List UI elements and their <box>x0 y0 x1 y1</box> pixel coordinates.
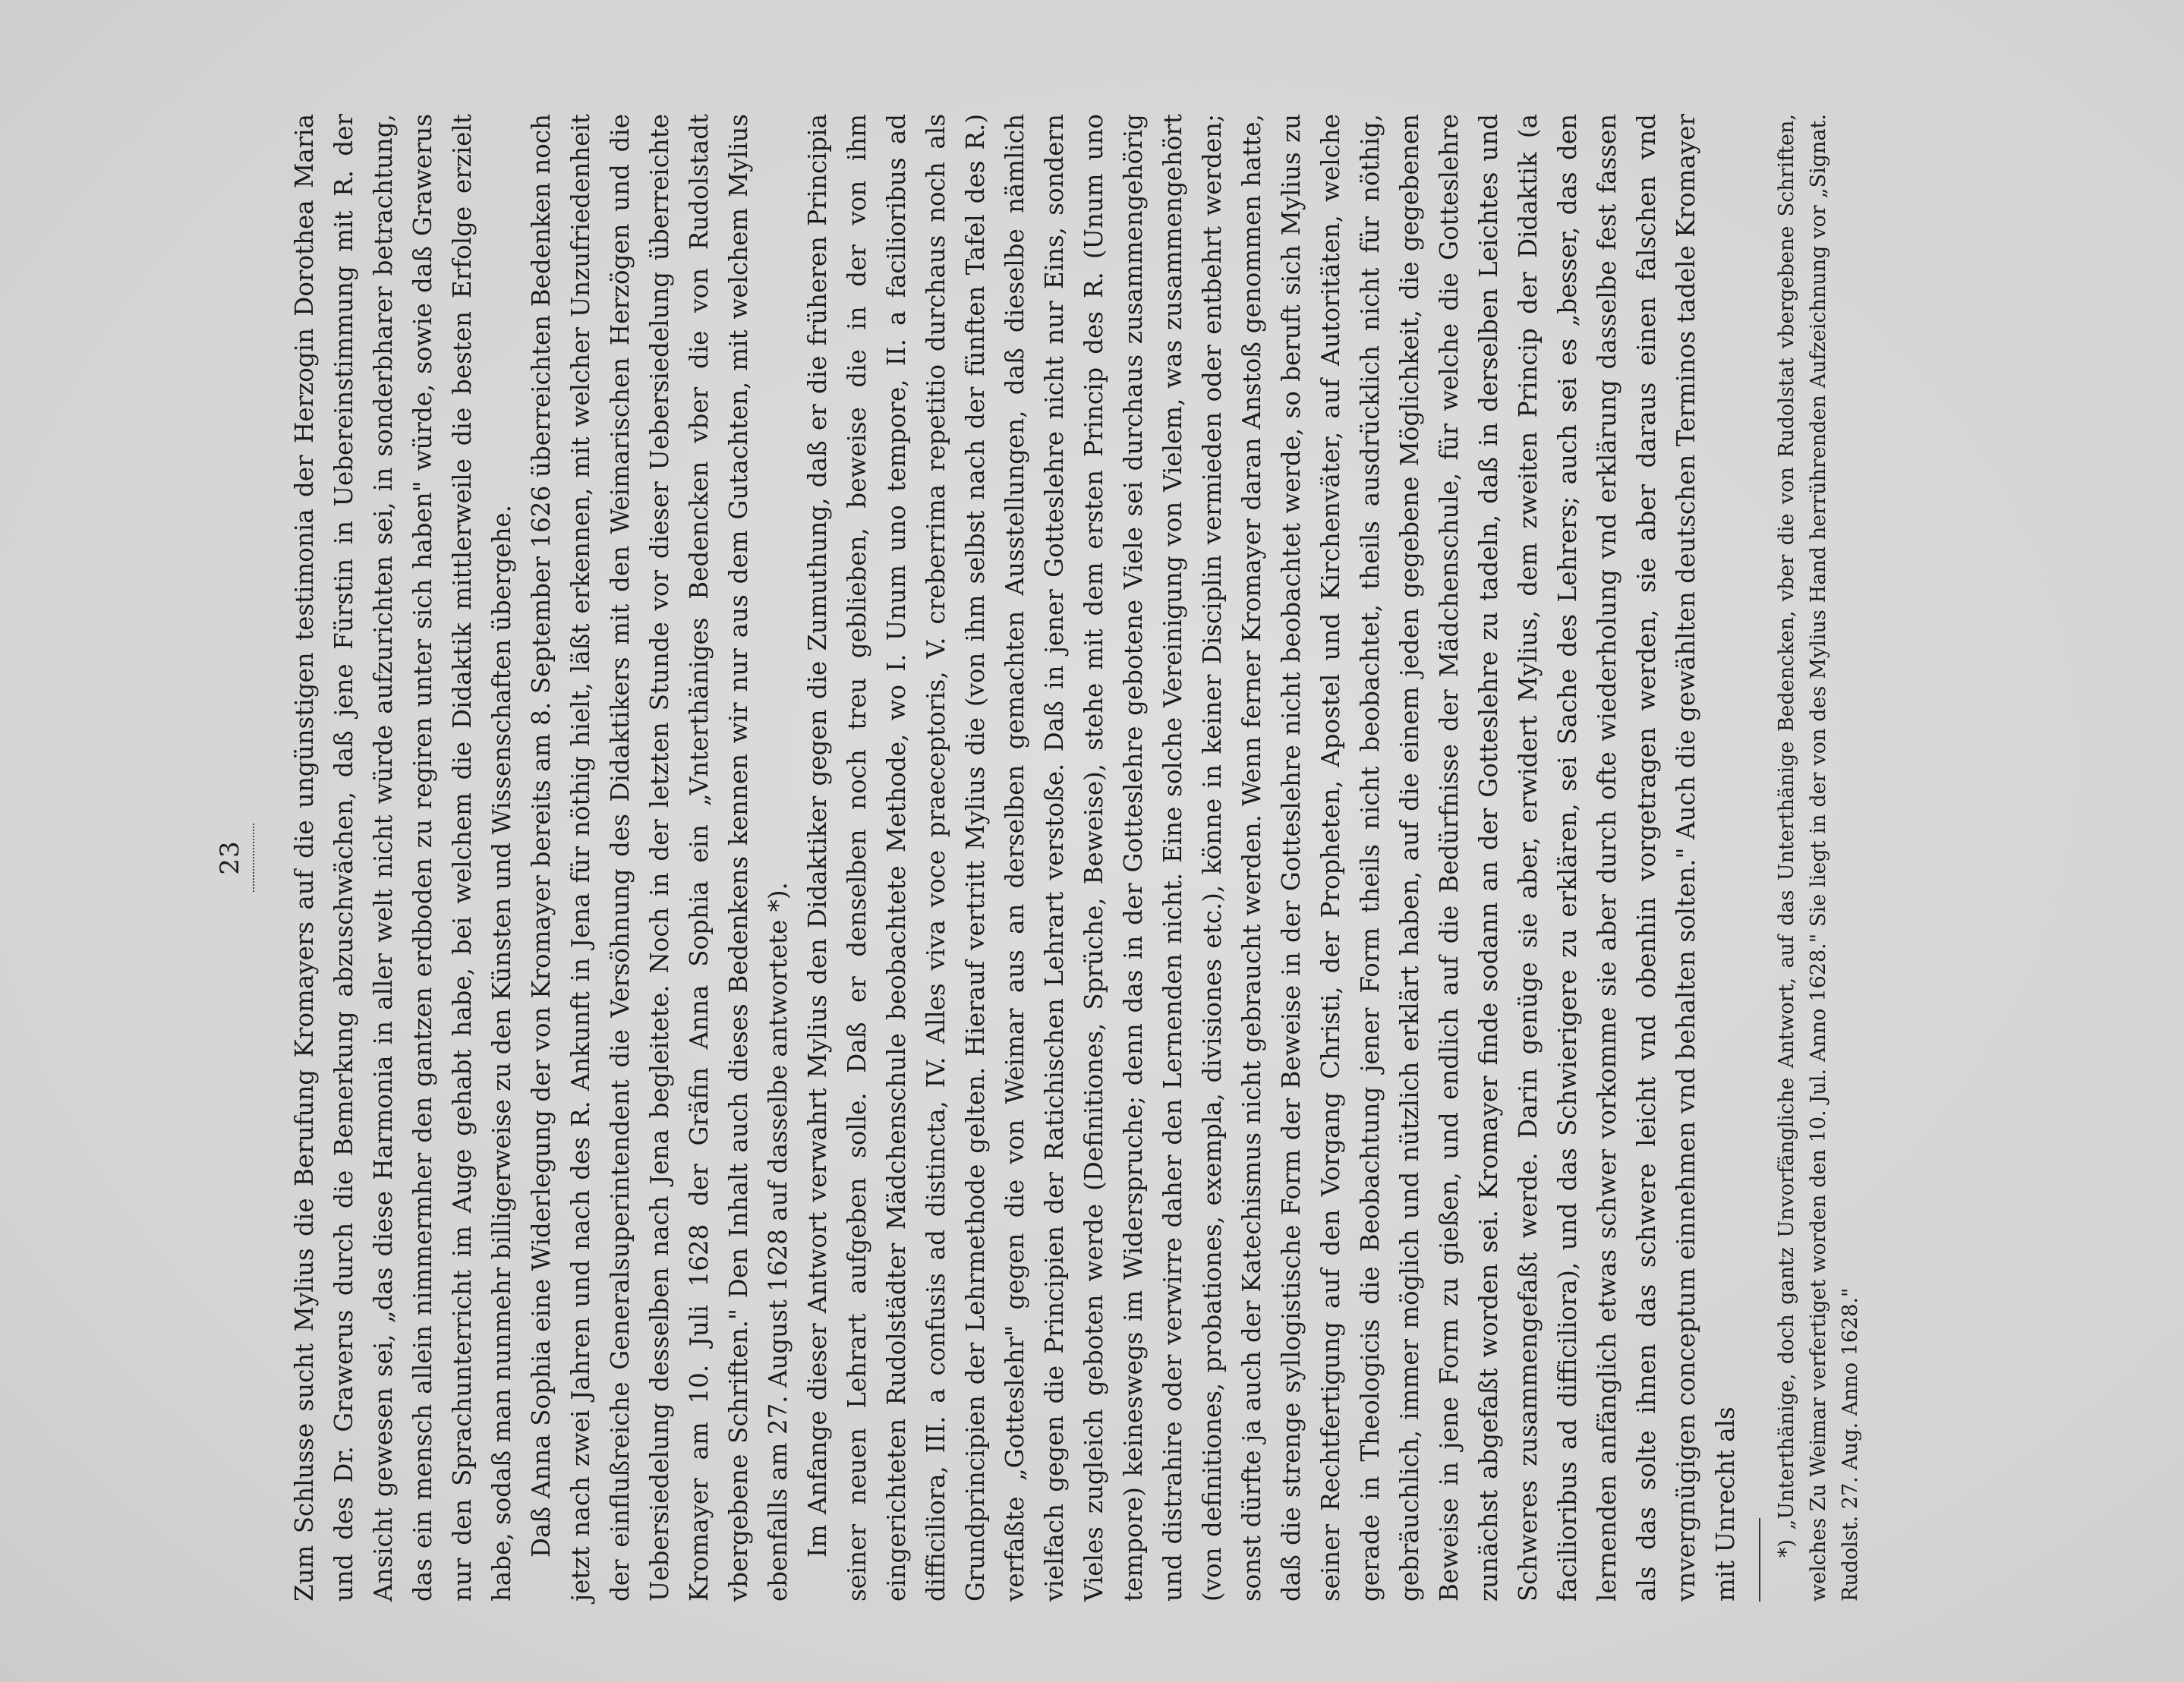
rotated-document-page <box>215 114 1862 1602</box>
footnote-rule <box>1759 1518 1760 1602</box>
paragraph-2: Daß Anna Sophia eine Widerlegung der von Kromayer bereits am 8. September 1626 überreichten Bedenken noch jetzt nach zwei Jahren und nach des R. Ankunft in Jena für nöthig hielt, läßt erkennen, mit welcher Unzufriedenheit der einflußreiche Generalsuperintendent die Versöhnung des Didaktikers mit den Weimarischen Herzögen und die Uebersiedelung desselben nach Jena begleitete. Noch in der letzten Stunde vor dieser Uebersiedelung überreichte Kromayer am 10. Juli 1628 der Gräfin Anna Sophia ein „Vnterthäniges Bedencken vber die von Rudolstadt vbergebene Schriften." Den Inhalt auch dieses Bedenkens kennen wir nur aus dem Gutachten, mit welchem Mylius ebenfalls am 27. August 1628 auf dasselbe antwortete *). <box>527 114 793 1602</box>
page-number-ornament <box>247 824 254 892</box>
paragraph-3: Im Anfange dieser Antwort verwahrt Mylius den Didaktiker gegen die Zumuthung, daß er die früheren Principia seiner neuen Lehrart aufgeben solle. Daß er denselben noch treu geblieben, beweise die in der von ihm eingerichteten Rudolstädter Mädchenschule beobachtete Methode, wo I. Unum uno tempore, II. a facilioribus ad difficiliora, III. a confusis ad distincta, IV. Alles viva voce praeceptoris, V. creberrima repetitio durchaus noch als Grundprincipien der Lehrmethode gelten. Hierauf vertritt Mylius die (von ihm selbst nach der fünften Tafel des R.) verfaßte „Gotteslehr" gegen die von Weimar aus an derselben gemachten Ausstellungen, daß dieselbe nämlich vielfach gegen die Principien der Ratichischen Lehrart verstoße. Daß in jener Gotteslehre nicht nur Eins, sondern Vieles zugleich geboten werde (Definitiones, Sprüche, Beweise), stehe mit dem ersten Princip des R. (Unum uno tempore) keineswegs im Widerspruche; denn das in der Gotteslehre gebotene Viele sei durchaus zusammengehörig und distrahire oder verwirre daher den Lernenden nicht. Eine solche Vereinigung von Vielem, was zusammengehört (von definitiones, probationes, exempla, divisiones etc.), könne in keiner Disciplin vermieden oder entbehrt werden; sonst dürfte ja auch der Katechismus nicht gebraucht werden. Wenn ferner Kromayer daran Anstoß genommen hatte, daß die strenge syllogistische Form der Beweise in der Gotteslehre nicht beobachtet werde, so beruft sich Mylius zu seiner Rechtfertigung auf den Vorgang Christi, der Propheten, Apostel und Kirchenväter, auf Autoritäten, welche gerade in Theologicis die Beobachtung jener Form theils nicht beobachtet, theils ausdrücklich nicht für nöthig, gebräuchlich, immer möglich und nützlich erklärt haben, auf die einem jeden gegebene Möglichkeit, die gegebenen Beweise in jene Form zu gießen, und endlich auf die Bedürfnisse der Mädchenschule, für welche die Gotteslehre zunächst abgefaßt worden sei. Kromayer finde sodann an der Gotteslehre zu tadeln, daß in derselben Leichtes und Schweres zusammengefaßt werde. Darin genüge sie aber, erwidert Mylius, dem zweiten Princip der Didaktik (a facilioribus ad difficiliora), und das Schwierigere zu erklären, sei Sache des Lehrers; auch sei es „besser, das den lernenden anfänglich etwas schwer vorkomme sie aber durch ofte wiederholung vnd erklärung dasselbe fest fassen als das solte ihnen das schwere leicht vnd obenhin vorgetragen werden, sie aber daraus einen falschen vnd vnvergnügigen conceptum einnehmen vnd behalten solten." Auch die gewählten deutschen Terminos tadele Kromayer mit Unrecht als <box>803 114 1740 1602</box>
footnote: *) „Unterthänige, doch gantz Unvorfängliche Antwort, auf das Unterthänige Bedencken, vber die von Rudolstat vbergebene Schriften, welches Zu Weimar verfertiget worden den 10. Jul. Anno 1628." Sie liegt in der von des Mylius Hand herrührenden Aufzeichnung vor „Signat. Rudolst. 27. Aug. Anno 1628." <box>1775 114 1862 1602</box>
paragraph-1: Zum Schlusse sucht Mylius die Berufung Kromayers auf die ungünstigen testimonia der Herzogin Dorothea Maria und des Dr. Grawerus durch die Bemerkung abzuschwächen, daß jene Fürstin in Uebereinstimmung mit R. der Ansicht gewesen sei, „das diese Harmonia in aller welt nicht würde aufzurichten sei, in sonderbharer betrachtung, das ein mensch allein nimmermher den gantzen erdboden zu regiren unter sich haben" würde, sowie daß Grawerus nur den Sprachunterricht im Auge gehabt habe, bei welchem die Didaktik mittlerweile die besten Erfolge erzielt habe, sodaß man nunmehr billigerweise zu den Künsten und Wissenschaften übergehe. <box>290 114 516 1602</box>
page-number: 23 <box>215 840 245 875</box>
document-body <box>285 114 1745 1602</box>
